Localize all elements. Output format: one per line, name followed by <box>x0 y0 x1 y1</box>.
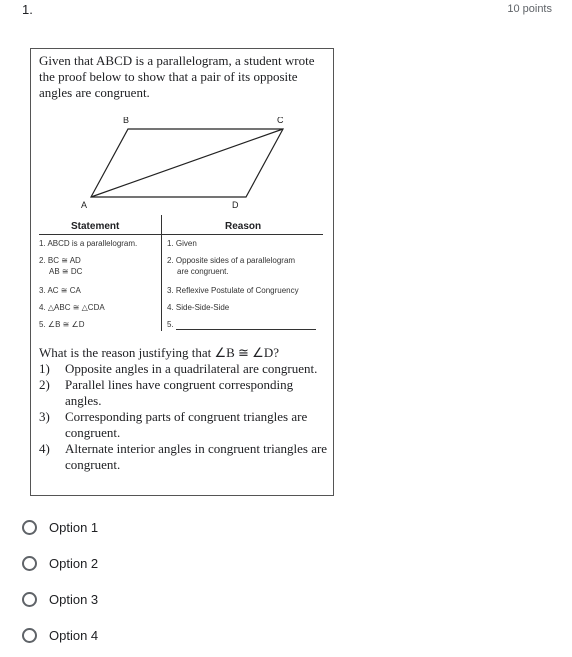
reason-cell: are congruent. <box>177 267 229 276</box>
choice-item <box>39 361 331 377</box>
table-header-divider <box>39 234 323 235</box>
parallelogram-figure <box>71 117 301 213</box>
option-label: Option 1 <box>49 519 99 535</box>
option-2[interactable] <box>22 553 98 573</box>
question-image <box>30 48 334 496</box>
statement-cell: 2. BC ≅ AD <box>39 256 81 265</box>
reason-cell: 1. Given <box>167 239 197 248</box>
reason-blank <box>176 321 316 330</box>
reason-header: Reason <box>225 221 262 232</box>
choice-number: 4) <box>39 441 50 456</box>
statement-cell: 3. AC ≅ CA <box>39 286 81 295</box>
choice-number: 2) <box>39 377 50 392</box>
option-label: Option 4 <box>49 627 99 643</box>
statement-cell: 1. ABCD is a parallelogram. <box>39 239 138 248</box>
option-4[interactable] <box>22 625 98 645</box>
statement-cell: 5. ∠B ≅ ∠D <box>39 320 85 329</box>
choice-item <box>39 441 331 473</box>
choice-text: Alternate interior angles in congruent triangles are congruent. <box>65 441 328 472</box>
radio-button[interactable] <box>22 556 37 571</box>
radio-button[interactable] <box>22 628 37 643</box>
problem-intro: Given that ABCD is a parallelogram, a student wrote the proof below to show that a pair of its opposite angles are congruent. <box>39 53 315 100</box>
reason-cell: 2. Opposite sides of a parallelogram <box>167 256 296 265</box>
question-prompt: What is the reason justifying that ∠B ≅ ∠D? <box>39 345 279 360</box>
choice-text: Parallel lines have congruent corresponding angles. <box>65 377 294 408</box>
statement-cell: AB ≅ DC <box>49 267 83 276</box>
reason-cell: 5. <box>167 320 174 329</box>
statement-header: Statement <box>71 221 120 232</box>
vertex-label-d: D <box>232 200 239 210</box>
choice-text: Opposite angles in a quadrilateral are congruent. <box>65 361 318 376</box>
vertex-label-c: C <box>277 117 284 125</box>
option-1[interactable] <box>22 517 98 537</box>
statement-cell: 4. △ABC ≅ △CDA <box>39 303 105 312</box>
radio-button[interactable] <box>22 592 37 607</box>
vertex-label-b: B <box>123 117 130 125</box>
vertex-label-a: A <box>81 200 88 210</box>
option-label: Option 3 <box>49 591 99 607</box>
points-label: 10 points <box>507 3 552 15</box>
multiple-choice-block <box>39 345 331 473</box>
option-label: Option 2 <box>49 555 99 571</box>
choice-number: 3) <box>39 409 50 424</box>
option-3[interactable] <box>22 589 98 609</box>
choice-number: 1) <box>39 361 50 376</box>
choice-item <box>39 377 331 409</box>
question-number: 1. <box>22 2 33 17</box>
reason-cell: 3. Reflexive Postulate of Congruency <box>167 286 299 295</box>
choice-item <box>39 409 331 441</box>
reason-cell: 4. Side-Side-Side <box>167 303 230 312</box>
radio-button[interactable] <box>22 520 37 535</box>
choice-text: Corresponding parts of congruent triangles are congruent. <box>65 409 308 440</box>
